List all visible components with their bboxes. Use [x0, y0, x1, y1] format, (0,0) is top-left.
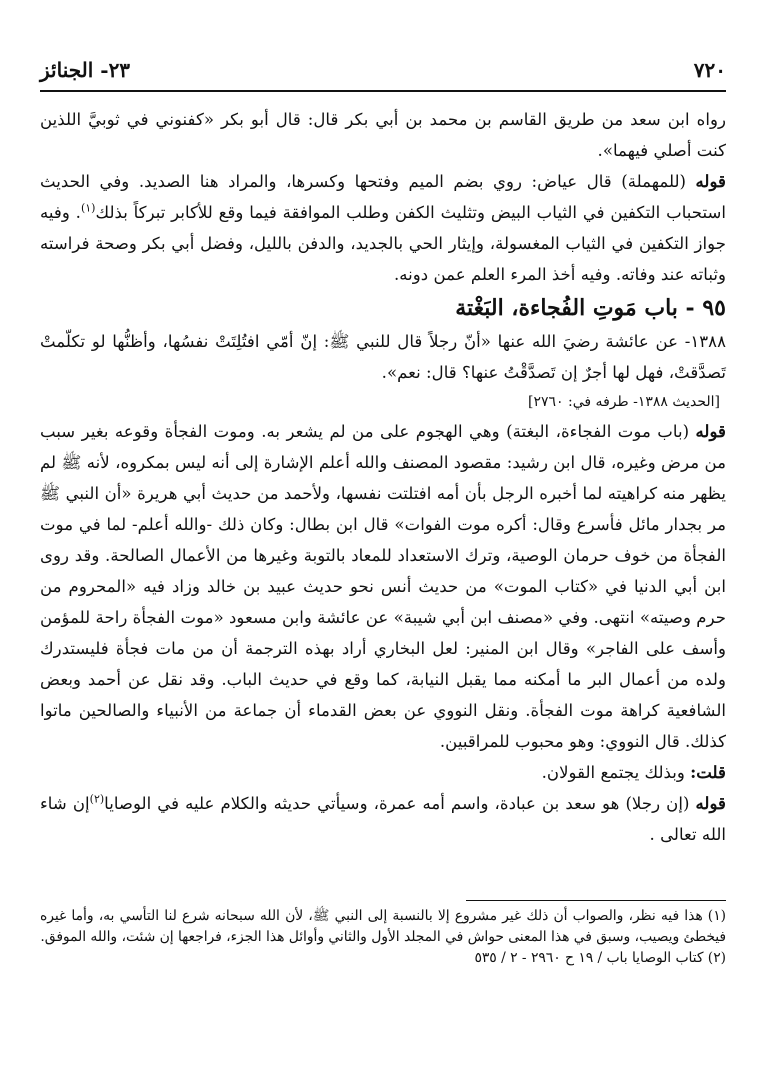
page-header [40, 52, 726, 92]
keyword-qawluh: قوله [695, 421, 726, 441]
paragraph-5-text-cont: إن شاء الله تعالى . [40, 794, 726, 844]
paragraph-2-text-cont: . وفيه جواز التكفين في الثياب المغسولة، وإيثار الحي بالجديد، والدفن بالليل، وفضل أبي بكر وصحة فراسته وثباته عند وفاته. وفيه أخذ المرء العلم عمن دونه. [40, 203, 726, 284]
paragraph-4 [40, 757, 726, 788]
paragraph-5-text: (إن رجلا) هو سعد بن عبادة، واسم أمه عمرة، وسيأتي حديثه والكلام عليه في الوصايا [104, 794, 696, 813]
header-rule [40, 90, 726, 92]
paragraph-3-text: (باب موت الفجاءة، البغتة) وهي الهجوم على من لم يشعر به. وموت الفجأة وقوعه بغير سبب من مرض وغيره، قال ابن رشيد: مقصود المصنف والله أعلم الإشارة إلى أنه ليس بمكروه، لأنه ﷺ لم يظهر منه كراهيته لما أخبره الرجل بأن أمه افتلتت نفسها، ولأحمد من حديث أبي هريرة «أن النبي ﷺ مر بجدار مائل فأسرع وقال: أكره موت الفوات» قال ابن بطال: وكان ذلك -والله أعلم- لما في موت الفجأة من خوف حرمان الوصية، وترك الاستعداد للمعاد بالتوبة وغيرها من الأعمال الصالحة. وقد روى ابن أبي الدنيا في «كتاب الموت» من حديث أنس نحو حديث عبيد بن خالد وزاد فيه «المحروم من حرم وصيته» انتهى. وفي «مصنف ابن أبي شيبة» عن عائشة وابن مسعود «موت الفجأة راحة للمؤمن وأسف على الفاجر» وقال ابن المنير: لعل البخاري أراد بهذه الترجمة أن من مات فجأة فليستدرك ولده من أعمال البر ما أمكنه مما يقبل النيابة، كما وقع في حديث الباب. وقد نقل عن أحمد وبعض الشافعية كراهة موت الفجأة. ونقل النووي عن بعض القدماء أن جماعة من الأنبياء والصالحين ماتوا كذلك. قال النووي: وهو محبوب للمراقبين. [40, 422, 726, 751]
footnote-1: (١) هذا فيه نظر، والصواب أن ذلك غير مشروع إلا بالنسبة إلى النبي ﷺ، لأن الله سبحانه شرع لنا التأسي به، وأما غيره فيخطئ ويصيب، وسبق في هذا المعنى حواش في المجلد الأول والثاني وأوائل هذا الجزء، فراجعها إن شئت، والله الموفق. [40, 908, 726, 945]
footnote-rule [466, 900, 726, 901]
chapter-title: ٩٥ - باب مَوتِ الفُجاءة، البَغْتة [455, 295, 726, 321]
keyword-qawluh: قوله [695, 171, 726, 191]
paragraph-1: رواه ابن سعد من طريق القاسم بن محمد بن أبي بكر قال: قال أبو بكر «كفنوني في ثوبيَّ اللذين كنت أصلي فيهما». [40, 110, 726, 160]
page-number: ٧٢٠ [693, 58, 726, 82]
keyword-qawluh: قوله [695, 793, 726, 813]
paragraph-2 [40, 166, 726, 290]
footnote-marker-1[interactable]: (١) [80, 201, 96, 215]
footnote-2: (٢) كتاب الوصايا باب / ١٩ ح ٢٩٦٠ - ٢ / ٥٣٥ [474, 950, 726, 966]
main-text [40, 104, 726, 850]
keyword-qultu: قلت: [690, 762, 726, 782]
paragraph-5 [40, 788, 726, 850]
hadith-text: ١٣٨٨- عن عائشة رضيَ الله عنها «أنّ رجلاً قال للنبي ﷺ: إنّ أمّي افتُلِتَتْ نفسُها، وأظنُّها لو تكلّمتْ تَصدَّقتْ، فهل لها أجرٌ إن تَصدَّقْتُ عنها؟ قال: نعم». [40, 332, 726, 382]
footnotes [40, 906, 726, 969]
paragraph-4-text: وبذلك يجتمع القولان. [541, 763, 691, 782]
hadith-reference: [الحديث ١٣٨٨- طرفه في: ٢٧٦٠] [528, 394, 720, 410]
paragraph-2-text: (للمهملة) قال عياض: روي بضم الميم وفتحها وكسرها، والمراد هنا الصديد. وفي الحديث استحباب التكفين في الثياب البيض وتثليث الكفن وطلب الموافقة فيما وقع للأكابر تبركاً بذلك [40, 172, 726, 222]
paragraph-3 [40, 416, 726, 757]
footnote-marker-2[interactable]: (٢) [89, 792, 105, 806]
chapter-heading: ٢٣- الجنائز [40, 58, 131, 82]
